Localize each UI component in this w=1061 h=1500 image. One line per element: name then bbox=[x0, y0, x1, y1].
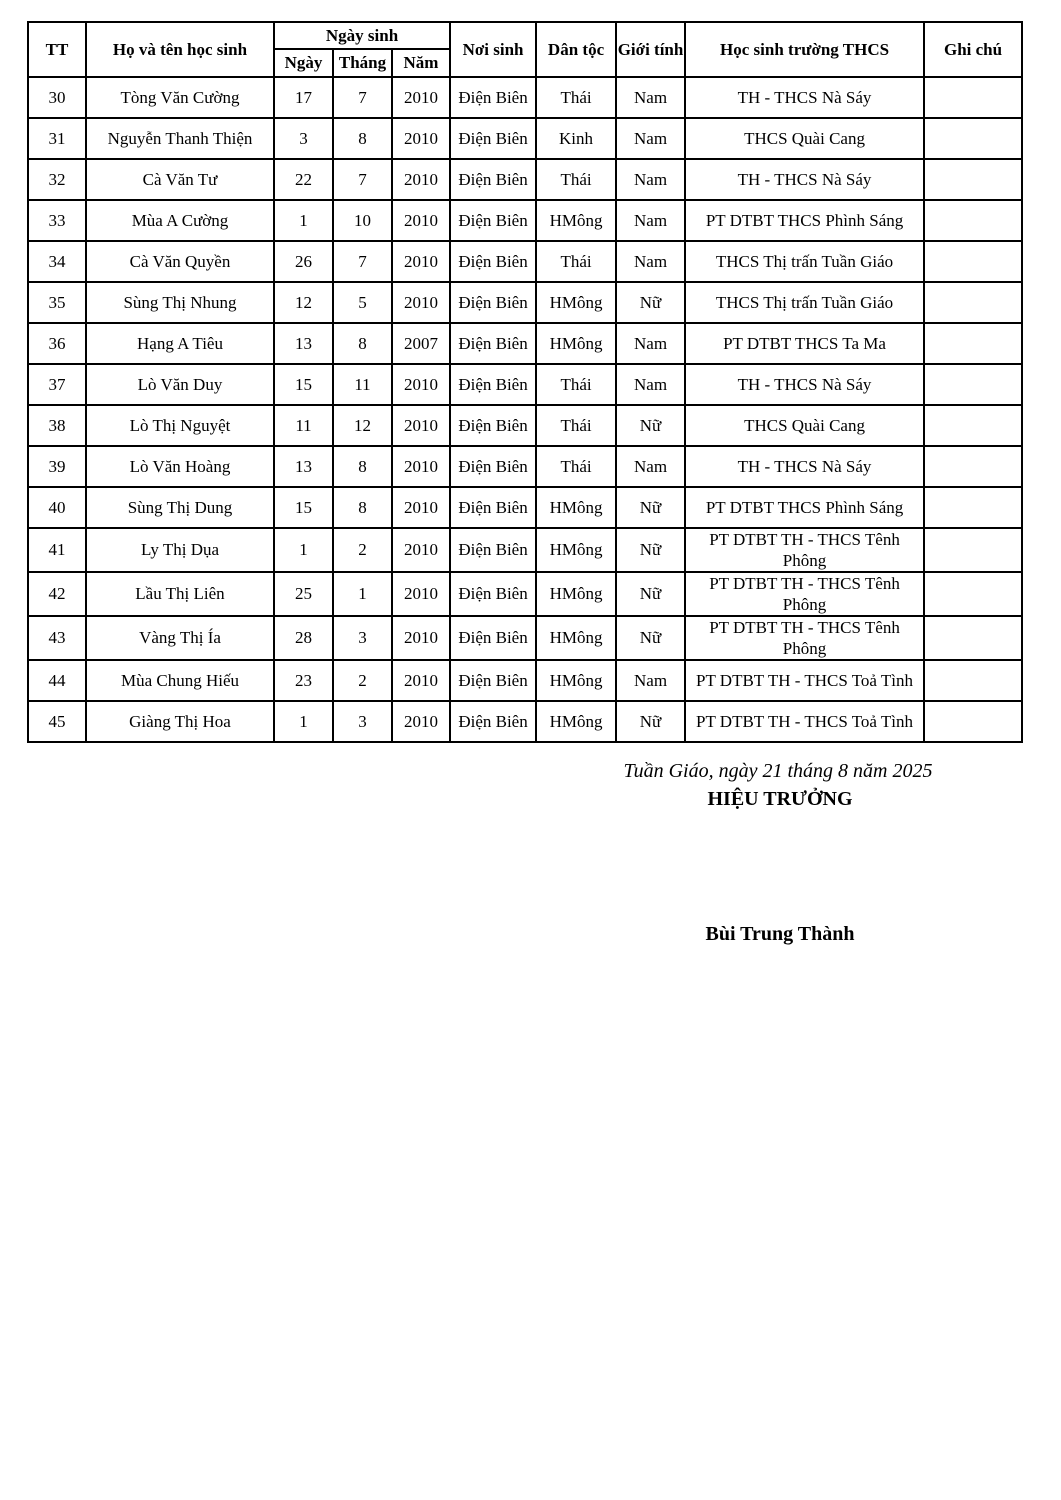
gender-cell: Nữ bbox=[616, 616, 685, 660]
gender-cell: Nữ bbox=[616, 572, 685, 616]
month-cell: 5 bbox=[333, 282, 392, 323]
ethnicity-cell: HMông bbox=[536, 701, 616, 742]
note-cell bbox=[924, 200, 1022, 241]
month-cell: 8 bbox=[333, 446, 392, 487]
gender-cell: Nam bbox=[616, 241, 685, 282]
table-row bbox=[28, 200, 1022, 241]
year-cell: 2010 bbox=[392, 487, 450, 528]
table-row bbox=[28, 364, 1022, 405]
year-cell: 2010 bbox=[392, 660, 450, 701]
day-cell: 25 bbox=[274, 572, 333, 616]
birthplace-cell: Điện Biên bbox=[450, 528, 536, 572]
year-cell: 2010 bbox=[392, 77, 450, 118]
header-name: Họ và tên học sinh bbox=[86, 22, 274, 77]
ethnicity-cell: HMông bbox=[536, 487, 616, 528]
day-cell: 12 bbox=[274, 282, 333, 323]
birthplace-cell: Điện Biên bbox=[450, 660, 536, 701]
note-cell bbox=[924, 159, 1022, 200]
ethnicity-cell: HMông bbox=[536, 660, 616, 701]
table-row bbox=[28, 118, 1022, 159]
birthplace-cell: Điện Biên bbox=[450, 487, 536, 528]
school-cell: PT DTBT TH - THCS Toả Tình bbox=[685, 660, 924, 701]
header-month: Tháng bbox=[333, 49, 392, 77]
note-cell bbox=[924, 241, 1022, 282]
month-cell: 7 bbox=[333, 159, 392, 200]
year-cell: 2007 bbox=[392, 323, 450, 364]
month-cell: 10 bbox=[333, 200, 392, 241]
day-cell: 1 bbox=[274, 701, 333, 742]
table-row bbox=[28, 282, 1022, 323]
day-cell: 22 bbox=[274, 159, 333, 200]
name-cell: Lò Văn Hoàng bbox=[86, 446, 274, 487]
day-cell: 13 bbox=[274, 446, 333, 487]
place-date: Tuần Giáo, ngày 21 tháng 8 năm 2025 bbox=[623, 760, 933, 782]
table-row bbox=[28, 241, 1022, 282]
tt-cell: 38 bbox=[28, 405, 86, 446]
month-cell: 2 bbox=[333, 528, 392, 572]
table-row bbox=[28, 405, 1022, 446]
note-cell bbox=[924, 616, 1022, 660]
ethnicity-cell: HMông bbox=[536, 282, 616, 323]
school-cell: THCS Quài Cang bbox=[685, 405, 924, 446]
birthplace-cell: Điện Biên bbox=[450, 701, 536, 742]
year-cell: 2010 bbox=[392, 701, 450, 742]
note-cell bbox=[924, 660, 1022, 701]
gender-cell: Nữ bbox=[616, 487, 685, 528]
name-cell: Lò Văn Duy bbox=[86, 364, 274, 405]
school-cell: THCS Quài Cang bbox=[685, 118, 924, 159]
ethnicity-cell: Thái bbox=[536, 364, 616, 405]
ethnicity-cell: Thái bbox=[536, 241, 616, 282]
tt-cell: 43 bbox=[28, 616, 86, 660]
day-cell: 17 bbox=[274, 77, 333, 118]
table-row bbox=[28, 323, 1022, 364]
name-cell: Cà Văn Tư bbox=[86, 159, 274, 200]
signer-name: Bùi Trung Thành bbox=[705, 923, 855, 945]
student-roster-table bbox=[27, 21, 1023, 743]
day-cell: 26 bbox=[274, 241, 333, 282]
school-cell: TH - THCS Nà Sáy bbox=[685, 364, 924, 405]
header-note: Ghi chú bbox=[924, 22, 1022, 77]
birthplace-cell: Điện Biên bbox=[450, 572, 536, 616]
month-cell: 3 bbox=[333, 701, 392, 742]
table-row bbox=[28, 572, 1022, 616]
month-cell: 12 bbox=[333, 405, 392, 446]
header-gender: Giới tính bbox=[616, 22, 685, 77]
year-cell: 2010 bbox=[392, 282, 450, 323]
school-cell: PT DTBT THCS Ta Ma bbox=[685, 323, 924, 364]
year-cell: 2010 bbox=[392, 118, 450, 159]
ethnicity-cell: Thái bbox=[536, 405, 616, 446]
name-cell: Lầu Thị Liên bbox=[86, 572, 274, 616]
month-cell: 3 bbox=[333, 616, 392, 660]
table-row bbox=[28, 159, 1022, 200]
roster-body bbox=[28, 77, 1022, 742]
tt-cell: 31 bbox=[28, 118, 86, 159]
year-cell: 2010 bbox=[392, 241, 450, 282]
year-cell: 2010 bbox=[392, 200, 450, 241]
header-birthplace: Nơi sinh bbox=[450, 22, 536, 77]
tt-cell: 30 bbox=[28, 77, 86, 118]
ethnicity-cell: Thái bbox=[536, 159, 616, 200]
day-cell: 13 bbox=[274, 323, 333, 364]
birthplace-cell: Điện Biên bbox=[450, 616, 536, 660]
ethnicity-cell: HMông bbox=[536, 200, 616, 241]
ethnicity-cell: HMông bbox=[536, 572, 616, 616]
gender-cell: Nam bbox=[616, 77, 685, 118]
note-cell bbox=[924, 528, 1022, 572]
month-cell: 8 bbox=[333, 323, 392, 364]
tt-cell: 40 bbox=[28, 487, 86, 528]
day-cell: 15 bbox=[274, 364, 333, 405]
table-row bbox=[28, 77, 1022, 118]
birthplace-cell: Điện Biên bbox=[450, 77, 536, 118]
school-cell: THCS Thị trấn Tuần Giáo bbox=[685, 282, 924, 323]
tt-cell: 34 bbox=[28, 241, 86, 282]
note-cell bbox=[924, 701, 1022, 742]
ethnicity-cell: HMông bbox=[536, 323, 616, 364]
birthplace-cell: Điện Biên bbox=[450, 446, 536, 487]
month-cell: 8 bbox=[333, 487, 392, 528]
birthplace-cell: Điện Biên bbox=[450, 159, 536, 200]
tt-cell: 36 bbox=[28, 323, 86, 364]
tt-cell: 35 bbox=[28, 282, 86, 323]
note-cell bbox=[924, 323, 1022, 364]
year-cell: 2010 bbox=[392, 446, 450, 487]
month-cell: 8 bbox=[333, 118, 392, 159]
note-cell bbox=[924, 118, 1022, 159]
gender-cell: Nữ bbox=[616, 528, 685, 572]
day-cell: 3 bbox=[274, 118, 333, 159]
name-cell: Hạng A Tiêu bbox=[86, 323, 274, 364]
birthplace-cell: Điện Biên bbox=[450, 241, 536, 282]
school-cell: PT DTBT THCS Phình Sáng bbox=[685, 200, 924, 241]
tt-cell: 41 bbox=[28, 528, 86, 572]
birthplace-cell: Điện Biên bbox=[450, 118, 536, 159]
table-row bbox=[28, 487, 1022, 528]
gender-cell: Nam bbox=[616, 323, 685, 364]
gender-cell: Nữ bbox=[616, 405, 685, 446]
month-cell: 7 bbox=[333, 241, 392, 282]
note-cell bbox=[924, 405, 1022, 446]
note-cell bbox=[924, 572, 1022, 616]
year-cell: 2010 bbox=[392, 159, 450, 200]
school-cell: PT DTBT TH - THCS Tênh Phông bbox=[685, 616, 924, 660]
name-cell: Mùa Chung Hiếu bbox=[86, 660, 274, 701]
note-cell bbox=[924, 446, 1022, 487]
ethnicity-cell: Kinh bbox=[536, 118, 616, 159]
school-cell: TH - THCS Nà Sáy bbox=[685, 446, 924, 487]
note-cell bbox=[924, 487, 1022, 528]
table-row bbox=[28, 528, 1022, 572]
birthplace-cell: Điện Biên bbox=[450, 323, 536, 364]
year-cell: 2010 bbox=[392, 616, 450, 660]
name-cell: Sùng Thị Nhung bbox=[86, 282, 274, 323]
month-cell: 7 bbox=[333, 77, 392, 118]
note-cell bbox=[924, 282, 1022, 323]
tt-cell: 45 bbox=[28, 701, 86, 742]
month-cell: 11 bbox=[333, 364, 392, 405]
month-cell: 1 bbox=[333, 572, 392, 616]
day-cell: 1 bbox=[274, 200, 333, 241]
birthplace-cell: Điện Biên bbox=[450, 282, 536, 323]
day-cell: 11 bbox=[274, 405, 333, 446]
year-cell: 2010 bbox=[392, 528, 450, 572]
school-cell: TH - THCS Nà Sáy bbox=[685, 77, 924, 118]
school-cell: PT DTBT TH - THCS Tênh Phông bbox=[685, 528, 924, 572]
gender-cell: Nam bbox=[616, 660, 685, 701]
year-cell: 2010 bbox=[392, 364, 450, 405]
gender-cell: Nam bbox=[616, 364, 685, 405]
header-year: Năm bbox=[392, 49, 450, 77]
header-tt: TT bbox=[28, 22, 86, 77]
school-cell: PT DTBT TH - THCS Toả Tình bbox=[685, 701, 924, 742]
day-cell: 15 bbox=[274, 487, 333, 528]
tt-cell: 32 bbox=[28, 159, 86, 200]
ethnicity-cell: Thái bbox=[536, 446, 616, 487]
ethnicity-cell: HMông bbox=[536, 528, 616, 572]
header-ethnicity: Dân tộc bbox=[536, 22, 616, 77]
table-row bbox=[28, 446, 1022, 487]
day-cell: 1 bbox=[274, 528, 333, 572]
tt-cell: 39 bbox=[28, 446, 86, 487]
ethnicity-cell: Thái bbox=[536, 77, 616, 118]
gender-cell: Nam bbox=[616, 446, 685, 487]
name-cell: Tòng Văn Cường bbox=[86, 77, 274, 118]
table-row bbox=[28, 660, 1022, 701]
name-cell: Sùng Thị Dung bbox=[86, 487, 274, 528]
table-row bbox=[28, 616, 1022, 660]
school-cell: PT DTBT THCS Phình Sáng bbox=[685, 487, 924, 528]
note-cell bbox=[924, 364, 1022, 405]
name-cell: Nguyễn Thanh Thiện bbox=[86, 118, 274, 159]
table-row bbox=[28, 701, 1022, 742]
gender-cell: Nữ bbox=[616, 282, 685, 323]
tt-cell: 37 bbox=[28, 364, 86, 405]
gender-cell: Nam bbox=[616, 159, 685, 200]
gender-cell: Nữ bbox=[616, 701, 685, 742]
year-cell: 2010 bbox=[392, 405, 450, 446]
note-cell bbox=[924, 77, 1022, 118]
header-school: Học sinh trường THCS bbox=[685, 22, 924, 77]
school-cell: TH - THCS Nà Sáy bbox=[685, 159, 924, 200]
name-cell: Giàng Thị Hoa bbox=[86, 701, 274, 742]
name-cell: Mùa A Cường bbox=[86, 200, 274, 241]
signer-title: HIỆU TRƯỞNG bbox=[707, 788, 853, 810]
birthplace-cell: Điện Biên bbox=[450, 200, 536, 241]
header-dob: Ngày sinh bbox=[274, 22, 450, 49]
day-cell: 28 bbox=[274, 616, 333, 660]
header-day: Ngày bbox=[274, 49, 333, 77]
birthplace-cell: Điện Biên bbox=[450, 405, 536, 446]
school-cell: THCS Thị trấn Tuần Giáo bbox=[685, 241, 924, 282]
name-cell: Ly Thị Dụa bbox=[86, 528, 274, 572]
gender-cell: Nam bbox=[616, 118, 685, 159]
ethnicity-cell: HMông bbox=[536, 616, 616, 660]
day-cell: 23 bbox=[274, 660, 333, 701]
name-cell: Cà Văn Quyền bbox=[86, 241, 274, 282]
name-cell: Lò Thị Nguyệt bbox=[86, 405, 274, 446]
birthplace-cell: Điện Biên bbox=[450, 364, 536, 405]
tt-cell: 33 bbox=[28, 200, 86, 241]
school-cell: PT DTBT TH - THCS Tênh Phông bbox=[685, 572, 924, 616]
tt-cell: 44 bbox=[28, 660, 86, 701]
month-cell: 2 bbox=[333, 660, 392, 701]
year-cell: 2010 bbox=[392, 572, 450, 616]
name-cell: Vàng Thị Ía bbox=[86, 616, 274, 660]
tt-cell: 42 bbox=[28, 572, 86, 616]
gender-cell: Nam bbox=[616, 200, 685, 241]
